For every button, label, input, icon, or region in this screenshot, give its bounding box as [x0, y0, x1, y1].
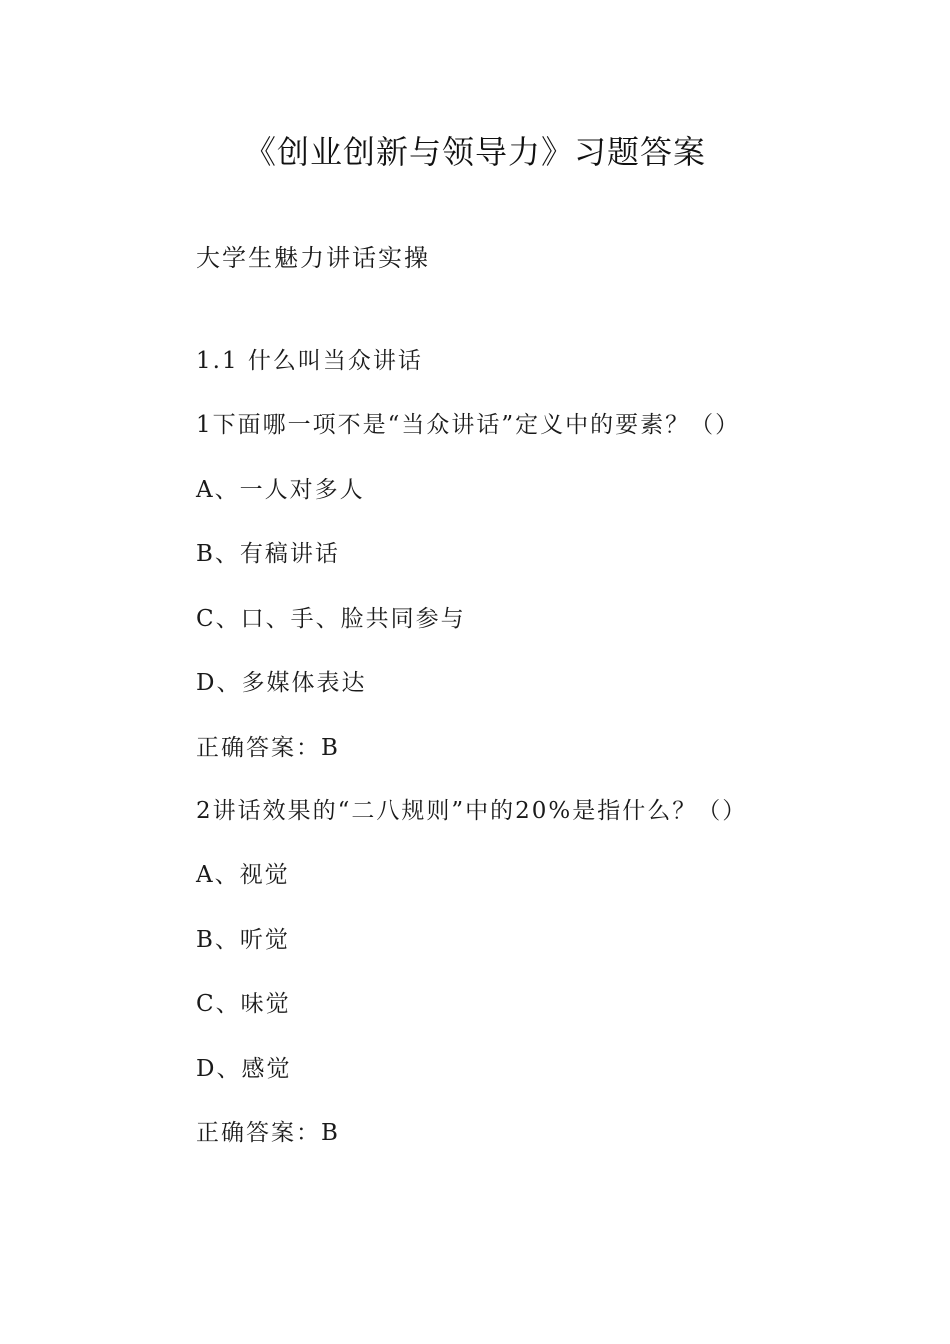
- question-2-option-c: C、味觉: [196, 991, 291, 1017]
- question-1-option-b: B、有稿讲话: [196, 541, 340, 567]
- section-title: 大学生魅力讲话实操: [196, 244, 430, 272]
- question-2-answer: 正确答案：B: [196, 1120, 340, 1146]
- subsection-title: 1.1 什么叫当众讲话: [196, 348, 423, 374]
- question-2-text: 2讲话效果的“二八规则”中的20%是指什么？（）: [196, 798, 748, 824]
- question-1-option-d: D、多媒体表达: [196, 670, 367, 696]
- document-title: 《创业创新与领导力》习题答案: [243, 133, 706, 171]
- question-2-option-d: D、感觉: [196, 1056, 292, 1082]
- question-1-answer: 正确答案：B: [196, 735, 340, 761]
- question-1-text: 1下面哪一项不是“当众讲话”定义中的要素？（）: [196, 412, 741, 438]
- question-1-option-c: C、口、手、脸共同参与: [196, 606, 466, 632]
- question-2-option-a: A、视觉: [196, 862, 290, 888]
- question-2-option-b: B、听觉: [196, 927, 290, 953]
- question-1-option-a: A、一人对多人: [196, 477, 365, 503]
